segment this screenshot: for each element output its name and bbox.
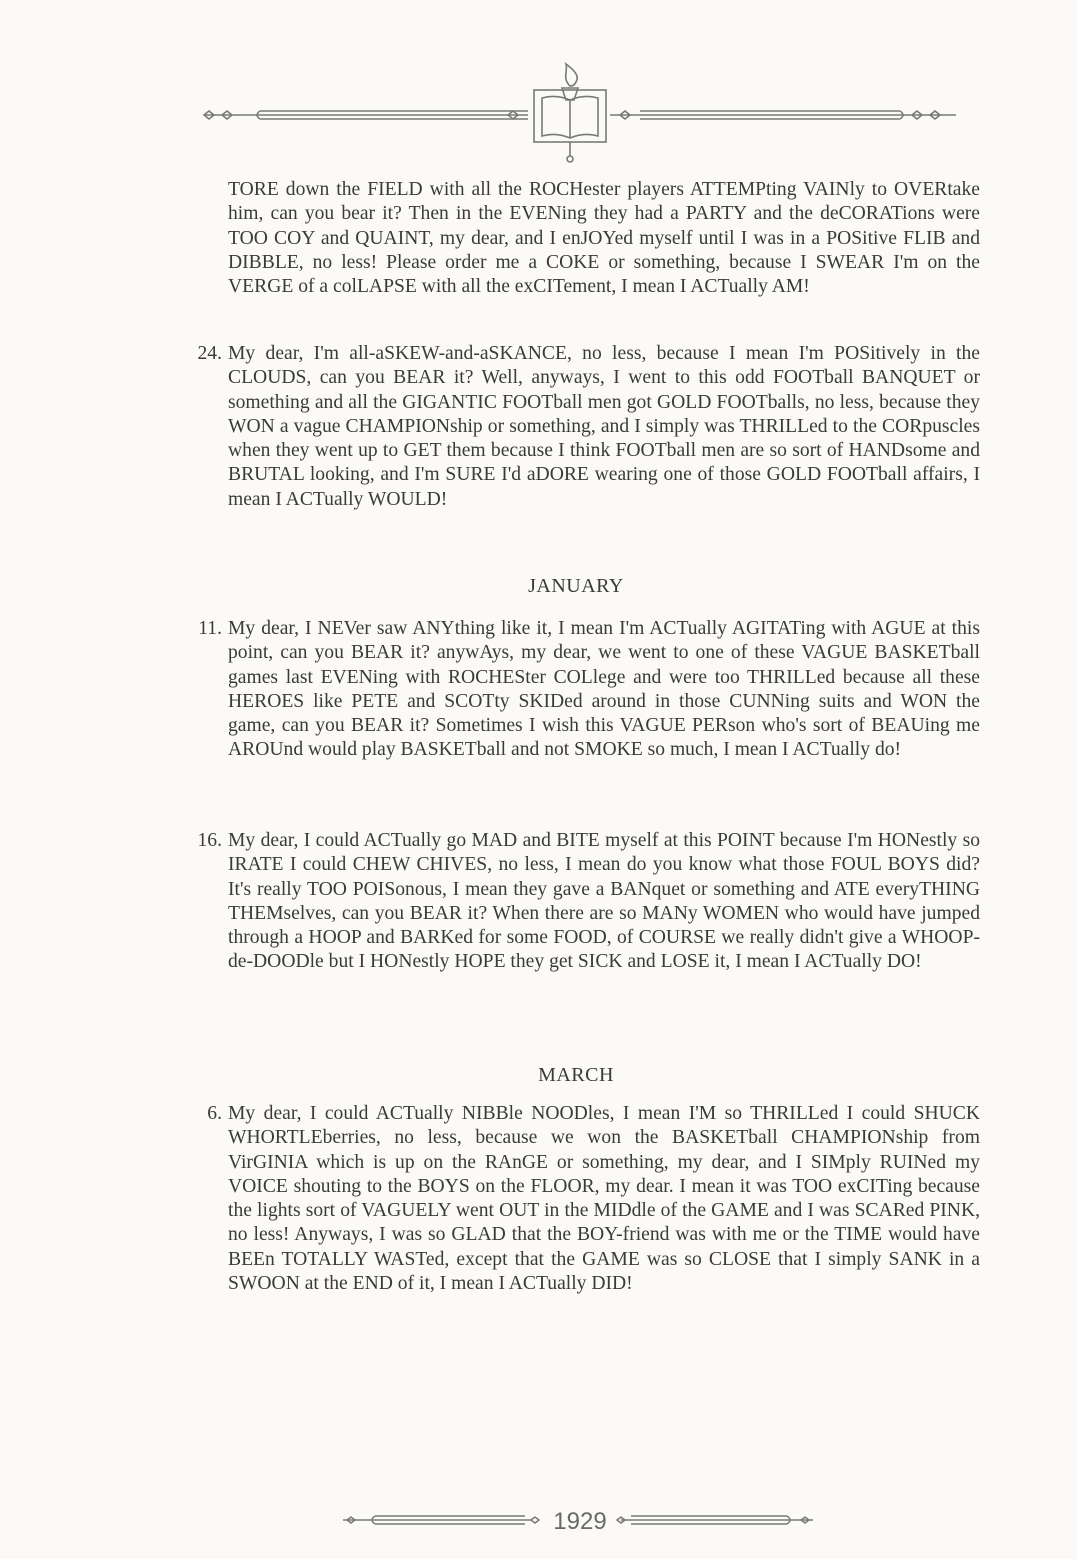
month-heading-march: MARCH (538, 1064, 614, 1086)
header-ornament (190, 60, 970, 170)
month-heading-january: JANUARY (528, 575, 624, 597)
entry-text: My dear, I could ACTually NIBBle NOODles, I mean I'M so THRILLed I could SHUCK WHORTLEberries, no less, because we won the BASKETball CHAMPIONship from VirGINIA which is up on the RAnGE or something, my dear, and I SIMply RUINed my VOICE shouting to the BOYS on the FLOOR, my dear. I mean it was TOO exCITing because the lights sort of VAGUELY went OUT in the MIDdle of the GAME and I was SCARed PINK, no less! Anyways, I was so GLAD that the BOY-friend was with me or the TIME would have BEEn TOTALLY WASTed, except that the GAME was so CLOSE that I simply SANK in a SWOON at the END of it, I mean I ACTually DID! (228, 1103, 980, 1295)
entry-text: My dear, I NEVer saw ANYthing like it, I mean I'm ACTually AGITATing with AGUE at this point, can you BEAR it? anywAys, my dear, we went to one of these VAGUE BASKETball games last EVENing with ROCHESter COLlege and were too THRILLed because all these HEROES like PETE and SCOTty SKIDed around in those CUNNing suits and WON the game, can you BEAR it? Sometimes I wish this VAGUE PERson who's sort of BEAUing me AROUnd would play BASKETball and not SMOKE so much, I mean I ACTually do! (228, 618, 980, 761)
year-label: 1929 (553, 1508, 607, 1535)
entry-text: My dear, I could ACTually go MAD and BITE myself at this POINT because I'm HONestly so IRATE I could CHEW CHIVES, no less, I mean do you know what those FOUL BOYS did? It's really TOO POISonous, I mean they gave a BANquet or something and ATE everyTHING THEMselves, can you BEAR it? When there are so MANy WOMEN who would have jumped through a HOOP and BARKed for some FOOD, of COURSE we really didn't give a WHOOP-de-DOODle but I HONestly HOPE they get SICK and LOSE it, I mean I ACTually DO! (228, 830, 980, 973)
entry-text: My dear, I'm all-aSKEW-and-aSKANCE, no less, because I mean I'm POSitively in the CLOUDS, can you BEAR it? Well, anyways, I went to this odd FOOTball BANQUET or something and all the GIGANTIC FOOTball men got GOLD FOOTballs, no less, because they WON a vague CHAMPIONship or something, and I simply was THRILLed to the CORpuscles when they went up to GET them because I think FOOTball men are so sort of HANDsome and BRUTAL looking, and I'm SURE I'd aDORE wearing one of those GOLD FOOTball affairs, I mean I ACTually WOULD! (228, 343, 980, 510)
opening-paragraph-text: TORE down the FIELD with all the ROCHester players ATTEMPting VAINly to OVERtake him, can you bear it? Then in the EVENing they had a PARTY and the deCORATions were TOO COY and QUAINT, my dear, and I enJOYed myself until I was in a POSitive FLIB and DIBBLE, no less! Please order me a COKE or something, because I SWEAR I'm on the VERGE of a colLAPSE with all the exCITement, I mean I ACTually AM! (228, 179, 980, 298)
opening-paragraph (228, 178, 980, 299)
entry-number: 16. (197, 830, 222, 851)
footer-ornament (335, 1496, 825, 1544)
entry-number: 11. (198, 618, 222, 639)
entry-number: 24. (197, 343, 222, 364)
entry-number: 6. (207, 1103, 222, 1124)
